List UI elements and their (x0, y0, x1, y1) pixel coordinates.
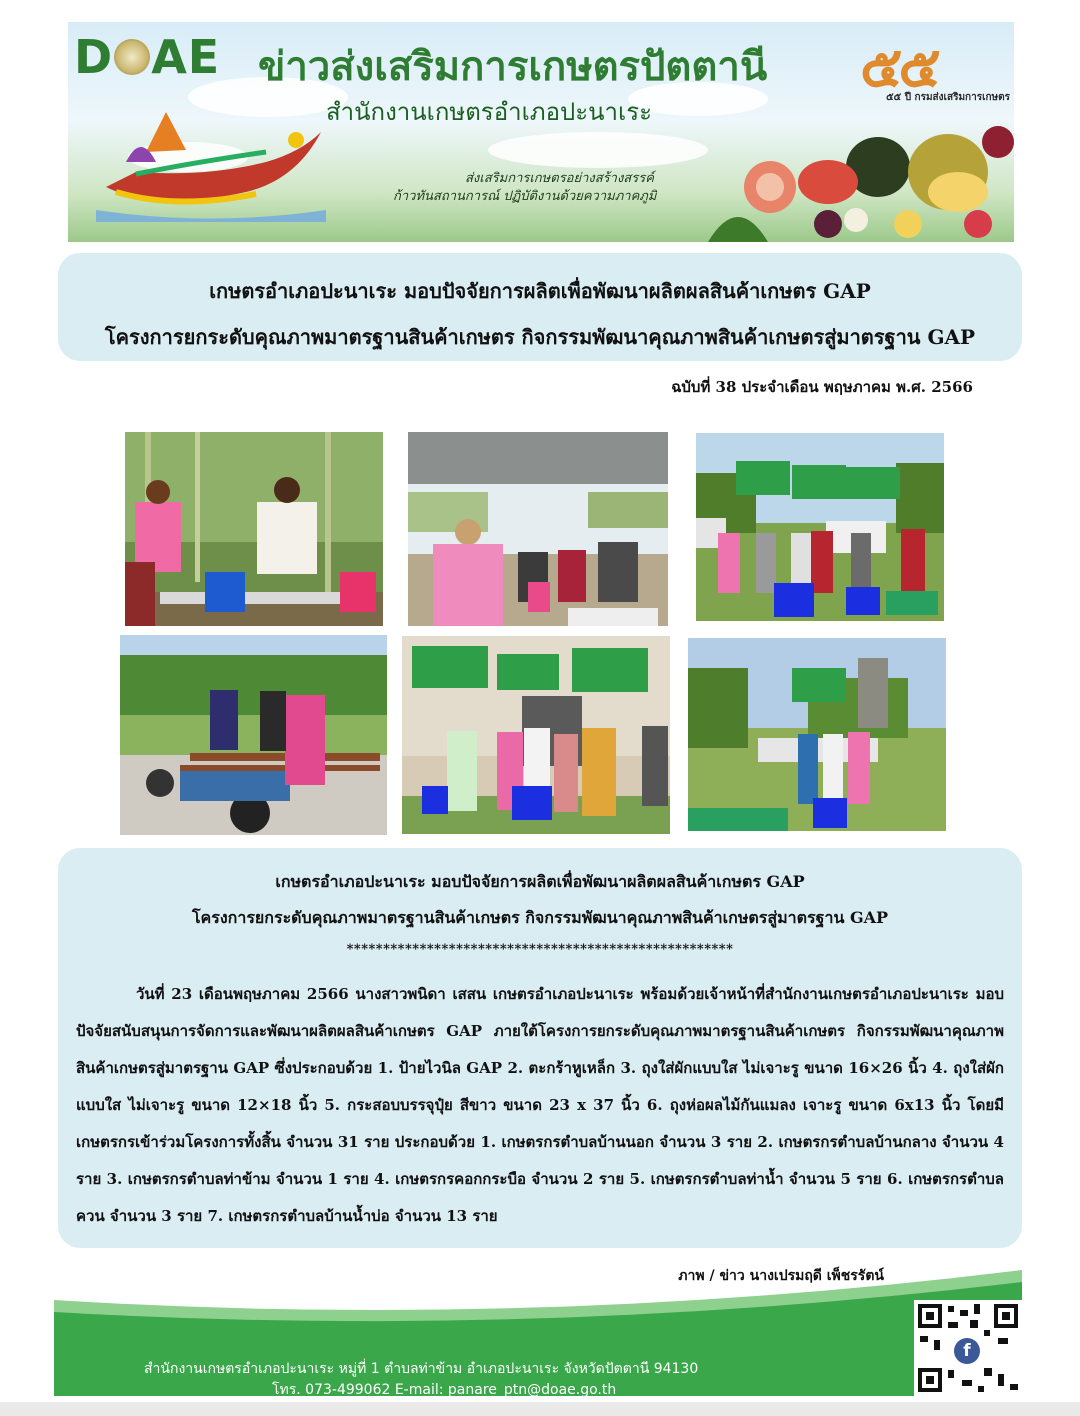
qr-code[interactable] (914, 1300, 1022, 1396)
anniversary-logo (860, 22, 1010, 112)
banner-title: ข่าวส่งเสริมการเกษตรปัตตานี (258, 44, 768, 90)
header-banner (68, 22, 1014, 242)
photo-meeting-under-shelter (408, 432, 668, 626)
headline-line-2: โครงการยกระดับคุณภาพมาตรฐานสินค้าเกษตร กิจกรรมพัฒนาคุณภาพสินค้าเกษตรสู่มาตรฐาน GAP (104, 325, 976, 349)
article-title-line-2: โครงการยกระดับคุณภาพมาตรฐานสินค้าเกษตร กิจกรรมพัฒนาคุณภาพสินค้าเกษตรสู่มาตรฐาน GAP (191, 908, 889, 927)
photo-group-at-building (402, 636, 670, 834)
anniversary-number: ๕๕ (860, 35, 937, 100)
footer-contact: โทร. 073-499062 E-mail: panare_ptn@doae.go.th (272, 1382, 617, 1398)
issue-number: ฉบับที่ 38 ประจำเดือน พฤษภาคม พ.ศ. 2566 (671, 378, 973, 396)
article-separator: ***************************************************** (346, 942, 734, 957)
credit-author: ภาพ / ข่าว นางเปรมฤดี เพ็ชรรัตน์ (678, 1268, 884, 1284)
slogan-line-1: ส่งเสริมการเกษตรอย่างสร้างสรรค์ (465, 171, 654, 186)
banner-slogan (393, 170, 656, 206)
bottom-edge (0, 1402, 1080, 1416)
doae-logo: D AE (74, 30, 221, 84)
photo-group-with-signs (696, 433, 944, 621)
facebook-icon[interactable]: f (954, 1338, 980, 1364)
photo-field-with-sign (688, 638, 946, 831)
slogan-line-2: ก้าวทันสถานการณ์ ปฏิบัติงานด้วยความภาคภูมิ (393, 189, 657, 204)
photo-cart-with-poles (120, 635, 387, 835)
article-title-line-1: เกษตรอำเภอปะนาเระ มอบปัจจัยการผลิตเพื่อพัฒนาผลิตผลสินค้าเกษตร GAP (275, 872, 805, 891)
anniversary-caption: ๕๕ ปี กรมส่งเสริมการเกษตร (886, 92, 1010, 103)
headline-box (58, 253, 1022, 361)
photo-officers-speaking (125, 432, 383, 626)
headline-line-1: เกษตรอำเภอปะนาเระ มอบปัจจัยการผลิตเพื่อพัฒนาผลิตผลสินค้าเกษตร GAP (209, 279, 871, 303)
article-paragraph: วันที่ 23 เดือนพฤษภาคม 2566 นางสาวพนิดา เสสน เกษตรอำเภอปะนาเระ พร้อมด้วยเจ้าหน้าที่สำนักงานเกษตรอำเภอปะนาเระ มอบปัจจัยสนับสนุนการจัดการและพัฒนาผลิตผลสินค้าเกษตร GAP ภายใต้โครงการยกระดับคุณภาพมาตรฐานสินค้าเกษตร กิจกรรมพัฒนาคุณภาพสินค้าเกษตรสู่มาตรฐาน GAP ซึ่งประกอบด้วย 1. ป้ายไวนิล GAP 2. ตะกร้าหูเหล็ก 3. ถุงใส่ผักแบบใส ไม่เจาะรู ขนาด 16×26 นิ้ว 4. ถุงใส่ผักแบบใส ไม่เจาะรู ขนาด 12×18 นิ้ว 5. กระสอบบรรจุปุ๋ย สีขาว ขนาด 23 x 37 นิ้ว 6. ถุงห่อผลไม้กันแมลง เจาะรู ขนาด 6x13 นิ้ว โดยมีเกษตรกรเข้าร่วมโครงการทั้งสิ้น จำนวน 31 ราย ประกอบด้วย 1. เกษตรกรตำบลบ้านนอก จำนวน 3 ราย 2. เกษตรกรตำบลบ้านกลาง จำนวน 4 ราย 3. เกษตรกรตำบลท่าข้าม จำนวน 1 ราย 4. เกษตรกรคอกกระบือ จำนวน 2 ราย 5. เกษตรกรตำบลท่าน้ำ จำนวน 5 ราย 6. เกษตรกรตำบลควน จำนวน 3 ราย 7. เกษตรกรตำบลบ้านน้ำบ่อ จำนวน 13 ราย (76, 985, 1004, 1225)
footer-address: สำนักงานเกษตรอำเภอปะนาเระ หมู่ที่ 1 ตำบลท่าข้าม อำเภอปะนาเระ จังหวัดปัตตานี 94130 (144, 1361, 699, 1377)
article-box (58, 848, 1022, 1248)
doae-seal-icon (114, 39, 150, 75)
banner-subtitle: สำนักงานเกษตรอำเภอปะนาเระ (326, 98, 653, 126)
tropical-fruits-illustration (708, 112, 1014, 242)
kolae-boat-illustration (96, 92, 326, 222)
